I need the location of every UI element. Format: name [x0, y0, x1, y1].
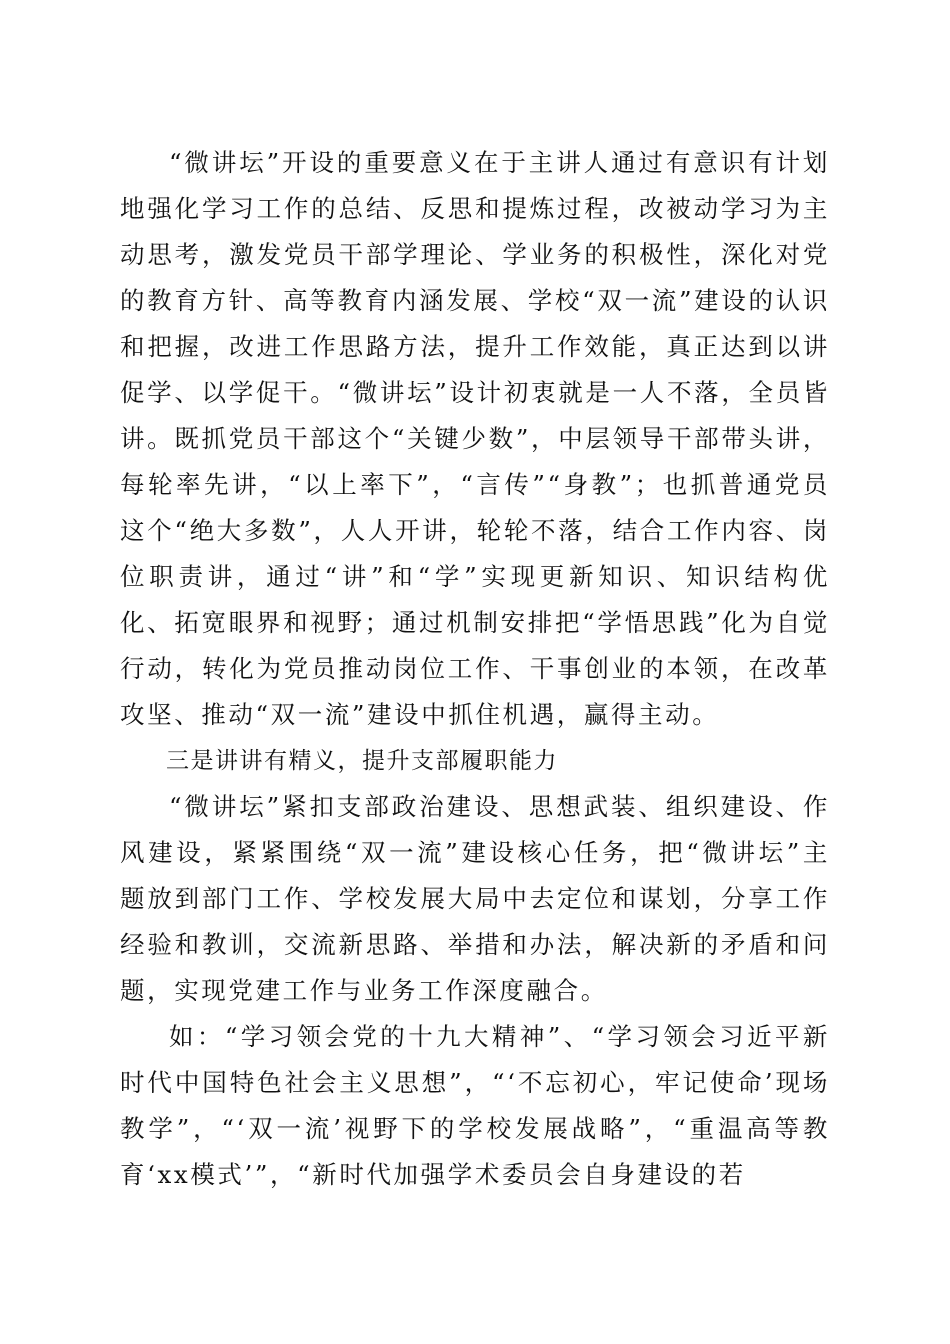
- document-page: [120, 140, 830, 1198]
- body-paragraph-3: 如：“学习领会党的十九大精神”、“学习领会习近平新时代中国特色社会主义思想”，“‘不忘初心，牢记使命’现场教学”，“‘双一流’视野下的学校发展战略”，“重温高等教育‘xx模式’”，“新时代加强学术委员会自身建设的若: [120, 1022, 830, 1189]
- body-paragraph-1: “微讲坛”开设的重要意义在于主讲人通过有意识有计划地强化学习工作的总结、反思和提炼过程，改被动学习为主动思考，激发党员干部学理论、学业务的积极性，深化对党的教育方针、高等教育内涵发展、学校“双一流”建设的认识和把握，改进工作思路方法，提升工作效能，真正达到以讲促学、以学促干。“微讲坛”设计初衷就是一人不落，全员皆讲。既抓党员干部这个“关键少数”，中层领导干部带头讲，每轮率先讲，“以上率下”，“言传”“身教”；也抓普通党员这个“绝大多数”，人人开讲，轮轮不落，结合工作内容、岗位职责讲，通过“讲”和“学”实现更新知识、知识结构优化、拓宽眼界和视野；通过机制安排把“学悟思践”化为自觉行动，转化为党员推动岗位工作、干事创业的本领，在改革攻坚、推动“双一流”建设中抓住机遇，赢得主动。: [120, 148, 830, 729]
- body-paragraph-2: “微讲坛”紧扣支部政治建设、思想武装、组织建设、作风建设，紧紧围绕“双一流”建设核心任务，把“微讲坛”主题放到部门工作、学校发展大局中去定位和谋划，分享工作经验和教训，交流新思路、举措和办法，解决新的矛盾和问题，实现党建工作与业务工作深度融合。: [120, 792, 830, 1005]
- section-heading-3: 三是讲讲有精义，提升支部履职能力: [166, 748, 558, 774]
